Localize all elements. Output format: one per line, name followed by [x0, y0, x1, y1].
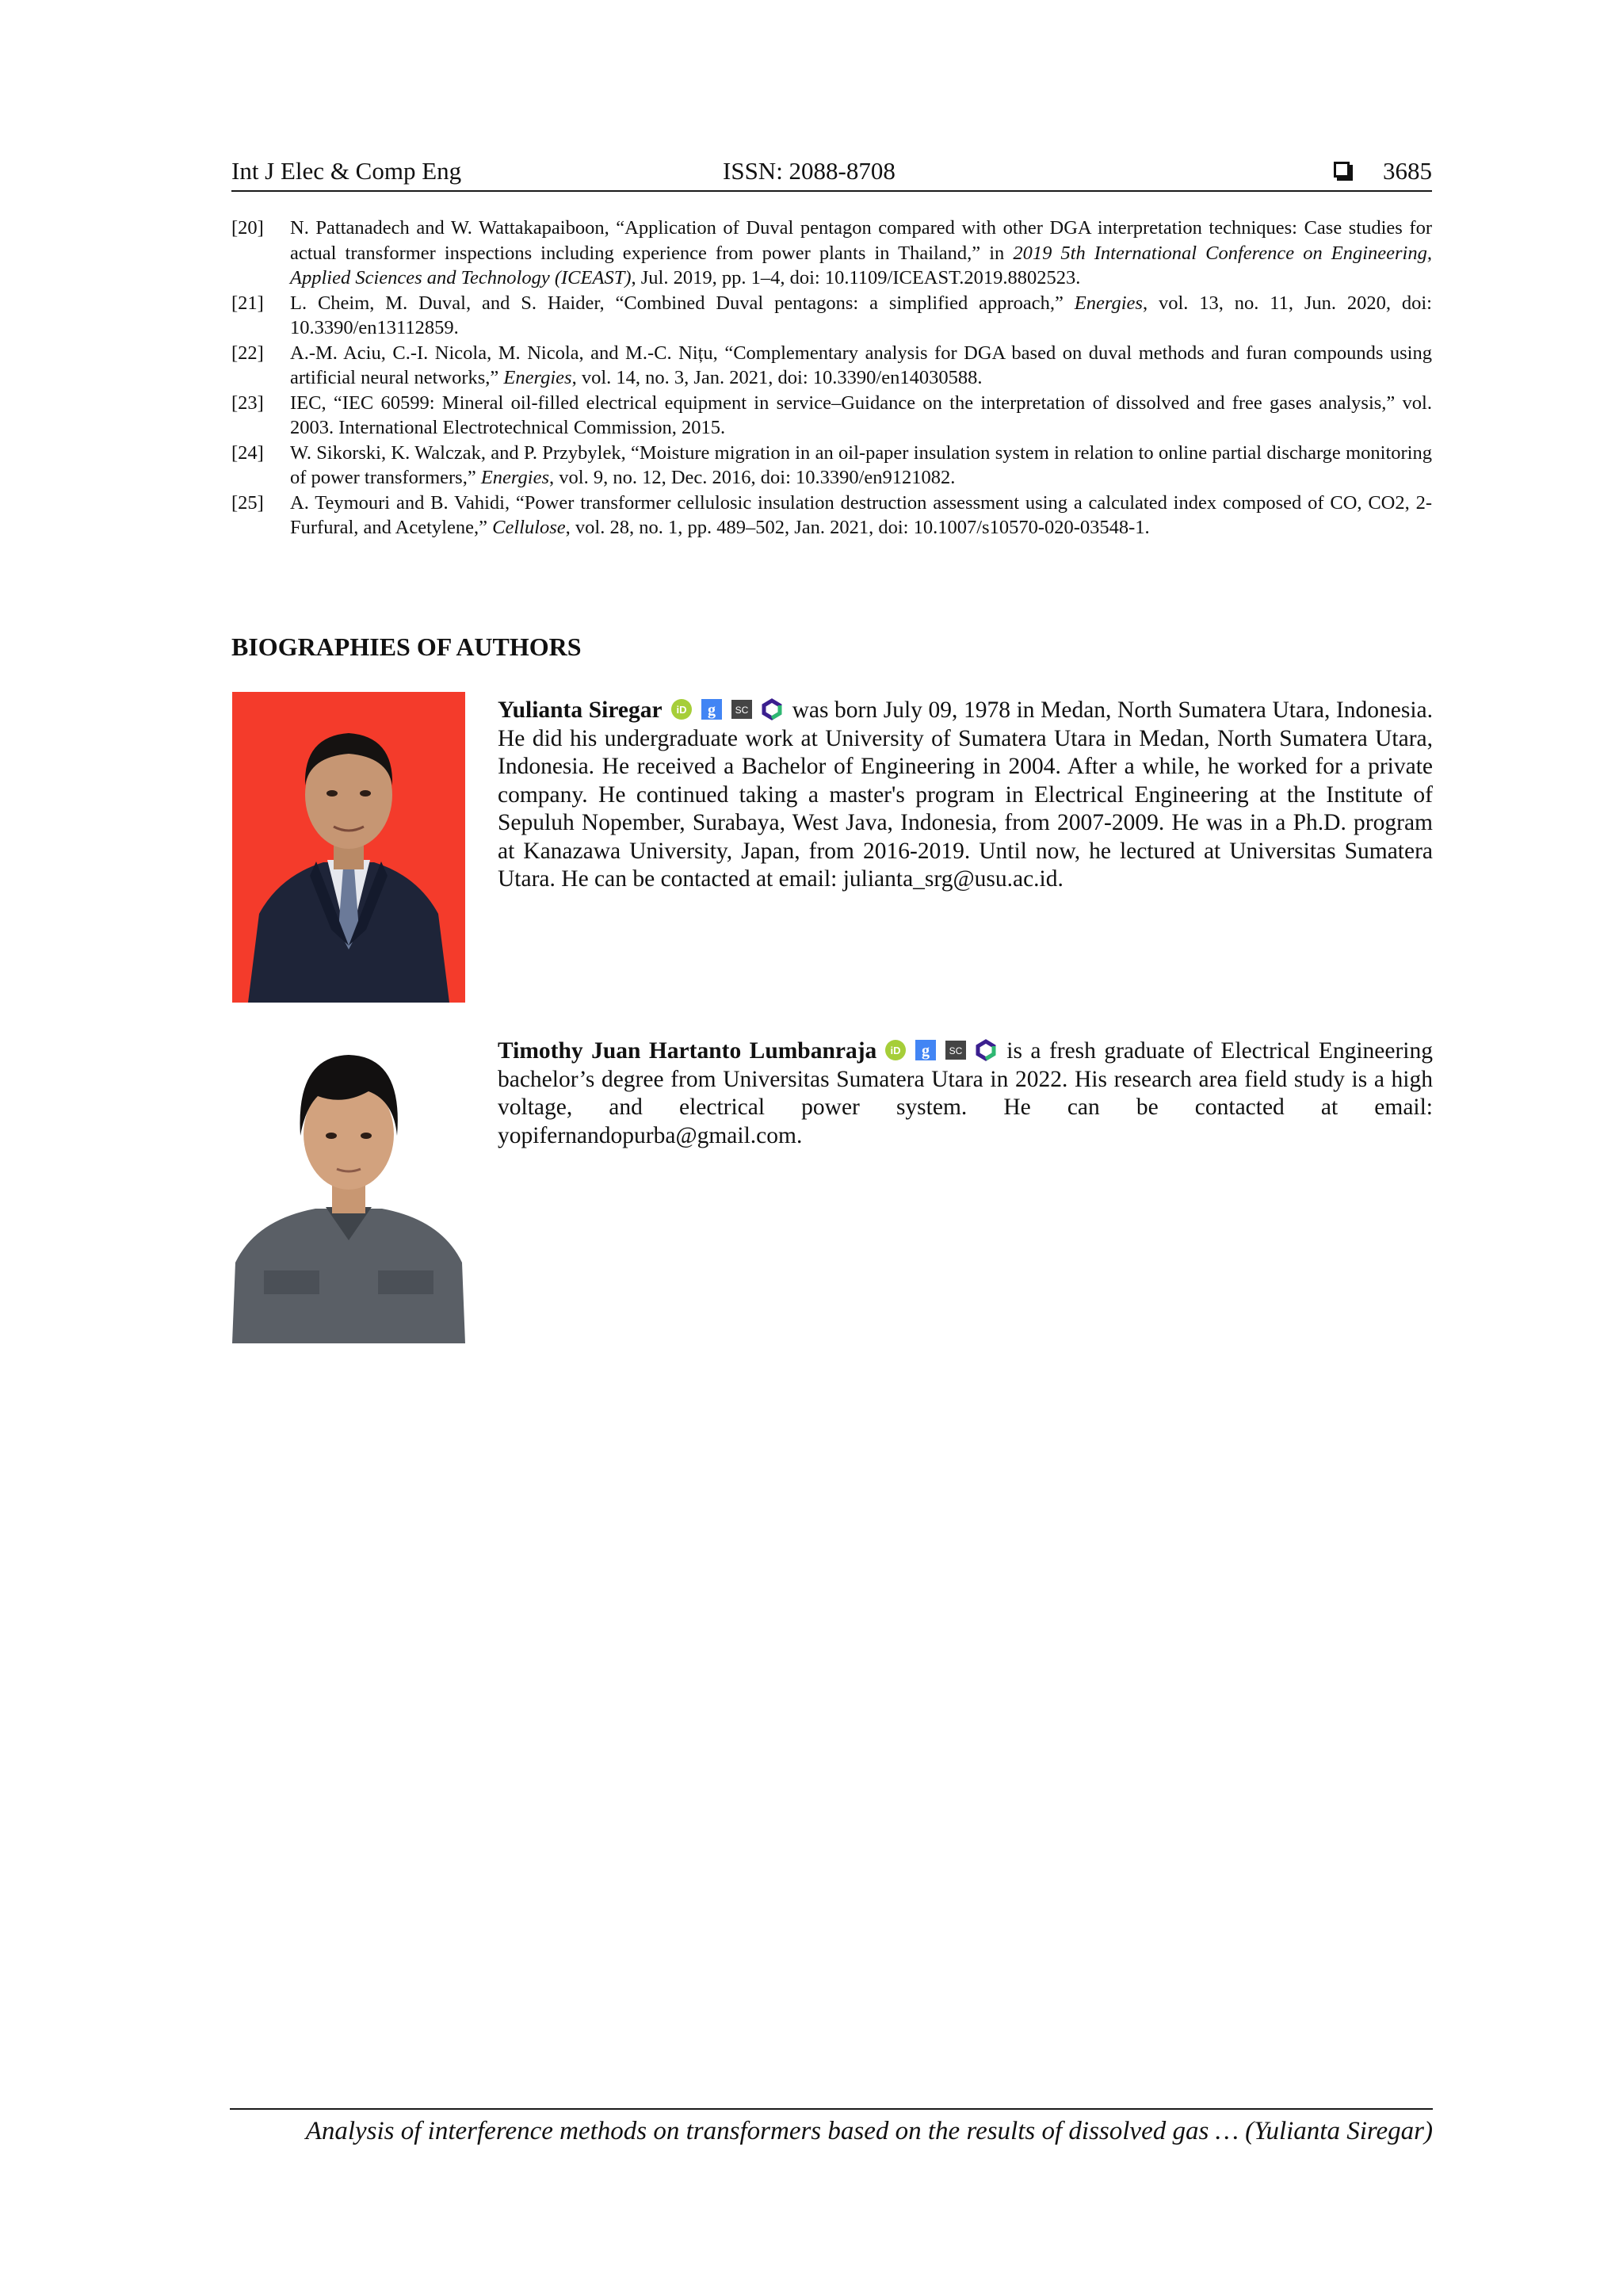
reference-text — [290, 291, 1432, 341]
reference-body: W. Sikorski, K. Walczak, and P. Przybylek, “Moisture migration in an oil-paper insulation system in relation to online partial discharge monitoring of power transformers,” — [290, 441, 1432, 488]
reference-tail: , Jul. 2019, pp. 1–4, doi: 10.1109/ICEAST.2019.8802523. — [631, 267, 1081, 288]
author-profile-badges — [670, 698, 783, 720]
reference-text — [290, 491, 1432, 541]
author-photo — [232, 692, 465, 1003]
biography-text — [498, 697, 1433, 894]
svg-text:iD: iD — [676, 704, 687, 716]
reference-number: [24] — [231, 441, 264, 464]
reference-item — [231, 341, 1432, 391]
reference-number: [21] — [231, 292, 264, 314]
reference-venue: Energies — [480, 467, 550, 488]
reference-tail: , vol. 28, no. 1, pp. 489–502, Jan. 2021, doi: 10.1007/s10570-020-03548-1. — [565, 517, 1150, 538]
box-icon — [1334, 162, 1350, 178]
orcid-icon[interactable] — [670, 698, 693, 720]
reference-text — [290, 341, 1432, 391]
reference-body: A.-M. Aciu, C.-I. Nicola, M. Nicola, and M.-C. Nițu, “Complementary analysis for DGA based on duval methods and furan compounds using artificial neural networks,” — [290, 342, 1432, 388]
reference-tail: , vol. 14, no. 3, Jan. 2021, doi: 10.3390/en14030588. — [571, 367, 983, 388]
reference-tail: , vol. 13, no. 11, Jun. 2020, doi: 10.3390/en13112859. — [290, 292, 1432, 338]
reference-venue: 2019 5th International Conference on Engineering, Applied Sciences and Technology (ICEAST) — [290, 242, 1432, 288]
biography-body: is a fresh graduate of Electrical Engineering bachelor’s degree from Universitas Sumatera Utara in 2022. His research area field study is a high voltage, and electrical power system. He can be contacted at email: yopifernandopurba@gmail.com. — [498, 1038, 1433, 1148]
reference-body: L. Cheim, M. Duval, and S. Haider, “Combined Duval pentagons: a simplified approach,” — [290, 292, 1075, 314]
reference-text — [290, 441, 1432, 491]
eye-right — [361, 1133, 372, 1139]
eye-right — [360, 790, 371, 797]
scopus-label: SC — [735, 705, 748, 716]
scopus-icon[interactable] — [731, 698, 753, 720]
page-header — [231, 155, 1432, 192]
reference-item — [231, 216, 1432, 291]
biography-body: was born July 09, 1978 in Medan, North Sumatera Utara, Indonesia. He did his undergraduate work at University of Sumatera Utara in Medan, North Sumatera Utara, Indonesia. He received a Bachelor of Engineering in 2004. After a while, he worked for a private company. He continued taking a master's program in Electrical Engineering at the Institute of Sepuluh Nopember, Surabaya, West Java, Indonesia, from 2007-2009. He was in a Ph.D. program at Kanazawa University, Japan, from 2016-2019. Until now, he lectured at Universitas Sumatera Utara. He can be contacted at email: julianta_srg@usu.ac.id. — [498, 697, 1433, 892]
journal-name: Int J Elec & Comp Eng — [231, 157, 462, 185]
eye-left — [327, 790, 338, 797]
reference-number: [20] — [231, 217, 264, 239]
pocket-right — [378, 1270, 433, 1294]
scopus-label: SC — [949, 1045, 963, 1056]
reference-item — [231, 441, 1432, 491]
reference-venue: Energies — [503, 367, 572, 388]
reference-item — [231, 291, 1432, 341]
reference-body: A. Teymouri and B. Vahidi, “Power transformer cellulosic insulation destruction assessment using a calculated index composed of CO, CO2, 2-Furfural, and Acetylene,” — [290, 491, 1432, 538]
section-heading: BIOGRAPHIES OF AUTHORS — [231, 632, 582, 661]
reference-number: [25] — [231, 491, 264, 514]
publons-icon[interactable] — [975, 1039, 997, 1061]
reference-body: IEC, “IEC 60599: Mineral oil-filled electrical equipment in service–Guidance on the interpretation of dissolved and free gases analysis,” vol. 2003. International Electrotechnical Commission, 2015. — [290, 392, 1432, 438]
google-scholar-icon[interactable] — [701, 698, 723, 720]
reference-item — [231, 391, 1432, 441]
page-footer: Analysis of interference methods on transformers based on the results of dissolved gas … (Yulianta Siregar) — [230, 2108, 1433, 2148]
reference-body: N. Pattanadech and W. Wattakapaiboon, “Application of Duval pentagon compared with other DGA interpretation techniques: Case studies for actual transformer inspections including experience from power plants in Thailand,” in — [290, 217, 1432, 264]
author-name: Timothy Juan Hartanto Lumbanraja — [498, 1038, 877, 1064]
svg-text:g: g — [707, 701, 716, 719]
publons-icon[interactable] — [761, 698, 783, 720]
reference-tail: , vol. 9, no. 12, Dec. 2016, doi: 10.3390/en9121082. — [549, 467, 956, 488]
svg-text:iD: iD — [890, 1045, 901, 1056]
scopus-icon[interactable] — [945, 1039, 967, 1061]
reference-item — [231, 491, 1432, 541]
reference-number: [23] — [231, 392, 264, 414]
orcid-icon[interactable] — [884, 1039, 907, 1061]
eye-left — [326, 1133, 337, 1139]
biography-text — [498, 1037, 1433, 1150]
page-number: 3685 — [1383, 157, 1432, 185]
issn: ISSN: 2088-8708 — [723, 157, 896, 185]
author-photo-illustration — [232, 692, 465, 1003]
author-photo — [232, 1033, 465, 1343]
reference-venue: Energies — [1074, 292, 1143, 314]
reference-number: [22] — [231, 342, 264, 364]
author-name: Yulianta Siregar — [498, 697, 663, 723]
google-scholar-icon[interactable] — [915, 1039, 937, 1061]
reference-text — [290, 391, 1432, 441]
author-profile-badges — [884, 1039, 997, 1061]
reference-list — [231, 216, 1432, 541]
reference-text — [290, 216, 1432, 291]
page-number-group — [1334, 155, 1432, 187]
reference-venue: Cellulose — [492, 517, 566, 538]
author-photo-illustration — [232, 1033, 465, 1343]
svg-text:g: g — [922, 1042, 930, 1060]
pocket-left — [264, 1270, 319, 1294]
